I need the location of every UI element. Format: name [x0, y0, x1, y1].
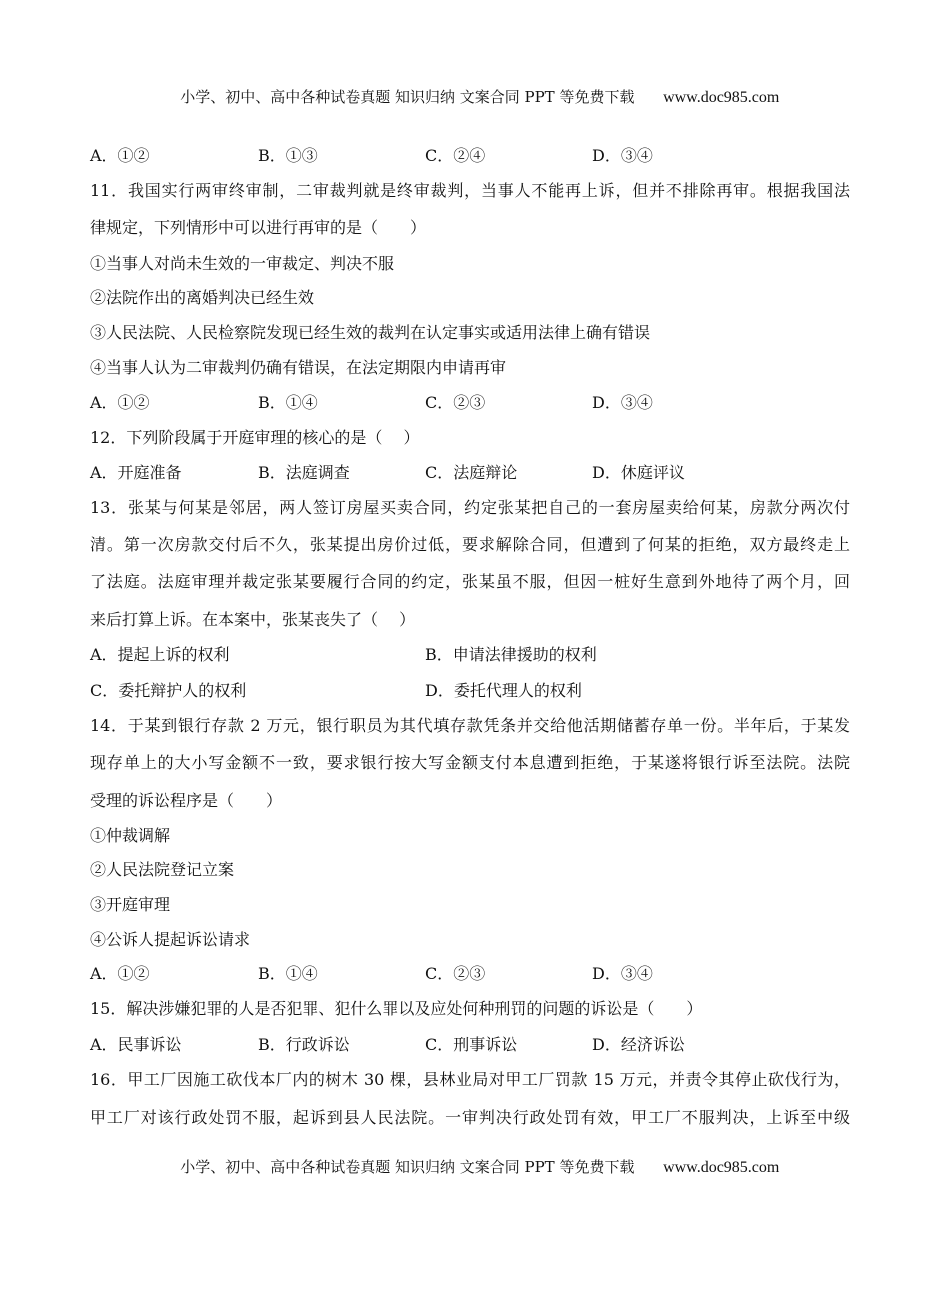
footer-text: 小学、初中、高中各种试卷真题 知识归纳 文案合同 PPT 等免费下载	[180, 1158, 635, 1176]
q10-option-b: B．①③	[258, 146, 318, 165]
q14-option-c: C．②③	[425, 964, 486, 983]
q14-item-1: ①仲裁调解	[90, 826, 171, 845]
q12-option-a: A．开庭准备	[90, 463, 182, 482]
q14-option-b: B．①④	[258, 964, 318, 983]
q15-option-c: C．刑事诉讼	[425, 1035, 518, 1054]
q11-stem-line1: 11．我国实行两审终审制，二审裁判就是终审裁判，当事人不能再上诉，但并不排除再审。根据我国法	[90, 181, 850, 200]
q10-option-d: D．③④	[592, 146, 653, 165]
q14-item-4: ④公诉人提起诉讼请求	[90, 930, 251, 949]
q10-option-c: C．②④	[425, 146, 486, 165]
q12-stem: 12．下列阶段属于开庭审理的核心的是（ ）	[90, 428, 420, 447]
q15-option-d: D．经济诉讼	[592, 1035, 685, 1054]
q13-stem-line4: 来后打算上诉。在本案中，张某丧失了（ ）	[90, 610, 416, 629]
page-header	[0, 68, 950, 107]
q12-option-c: C．法庭辩论	[425, 463, 518, 482]
q11-option-a: A．①②	[90, 393, 150, 412]
q11-item-1: ①当事人对尚未生效的一审裁定、判决不服	[90, 254, 395, 273]
q11-item-4: ④当事人认为二审裁判仍确有错误，在法定期限内申请再审	[90, 358, 507, 377]
q15-option-b: B．行政诉讼	[258, 1035, 350, 1054]
q12-option-d: D．休庭评议	[592, 463, 685, 482]
q15-option-a: A．民事诉讼	[90, 1035, 182, 1054]
q16-stem-line1: 16．甲工厂因施工砍伐本厂内的树木 30 棵，县林业局对甲工厂罚款 15 万元，并责令其停止砍伐行为，	[90, 1070, 850, 1089]
q16-stem-line2: 甲工厂对该行政处罚不服，起诉到县人民法院。一审判决行政处罚有效，甲工厂不服判决，上诉至中级	[90, 1108, 850, 1127]
q14-item-2: ②人民法院登记立案	[90, 860, 235, 879]
q14-item-3: ③开庭审理	[90, 895, 171, 914]
q14-stem-line3: 受理的诉讼程序是（ ）	[90, 791, 283, 810]
q13-option-c: C．委托辩护人的权利	[90, 681, 247, 700]
q15-stem: 15．解决涉嫌犯罪的人是否犯罪、犯什么罪以及应处何种刑罚的问题的诉讼是（ ）	[90, 999, 703, 1018]
q11-option-b: B．①④	[258, 393, 318, 412]
q11-option-c: C．②③	[425, 393, 486, 412]
header-text: 小学、初中、高中各种试卷真题 知识归纳 文案合同 PPT 等免费下载	[180, 88, 635, 106]
q13-option-a: A．提起上诉的权利	[90, 645, 230, 664]
q11-item-2: ②法院作出的离婚判决已经生效	[90, 288, 315, 307]
q14-option-d: D．③④	[592, 964, 653, 983]
q13-stem-line2: 清。第一次房款交付后不久，张某提出房价过低，要求解除合同，但遭到了何某的拒绝，双方最终走上	[90, 535, 850, 554]
q11-stem-line2: 律规定，下列情形中可以进行再审的是（ ）	[90, 218, 427, 237]
q13-stem-line3: 了法庭。法庭审理并裁定张某要履行合同的约定，张某虽不服，但因一桩好生意到外地待了两个月，回	[90, 572, 850, 591]
q13-option-d: D．委托代理人的权利	[425, 681, 582, 700]
footer-site: www.doc985.com	[663, 1159, 780, 1176]
q14-stem-line2: 现存单上的大小写金额不一致，要求银行按大写金额支付本息遭到拒绝，于某遂将银行诉至法院。法院	[90, 753, 850, 772]
q11-option-d: D．③④	[592, 393, 653, 412]
header-site: www.doc985.com	[663, 89, 780, 106]
q14-option-a: A．①②	[90, 964, 150, 983]
q11-item-3: ③人民法院、人民检察院发现已经生效的裁判在认定事实或适用法律上确有错误	[90, 323, 651, 342]
q13-stem-line1: 13．张某与何某是邻居，两人签订房屋买卖合同，约定张某把自己的一套房屋卖给何某，房款分两次付	[90, 498, 850, 517]
q10-option-a: A．①②	[90, 146, 150, 165]
q13-option-b: B．申请法律援助的权利	[425, 645, 597, 664]
page-footer	[0, 1138, 950, 1177]
q14-stem-line1: 14．于某到银行存款 2 万元，银行职员为其代填存款凭条并交给他活期储蓄存单一份。半年后，于某发	[90, 716, 850, 735]
q12-option-b: B．法庭调查	[258, 463, 350, 482]
